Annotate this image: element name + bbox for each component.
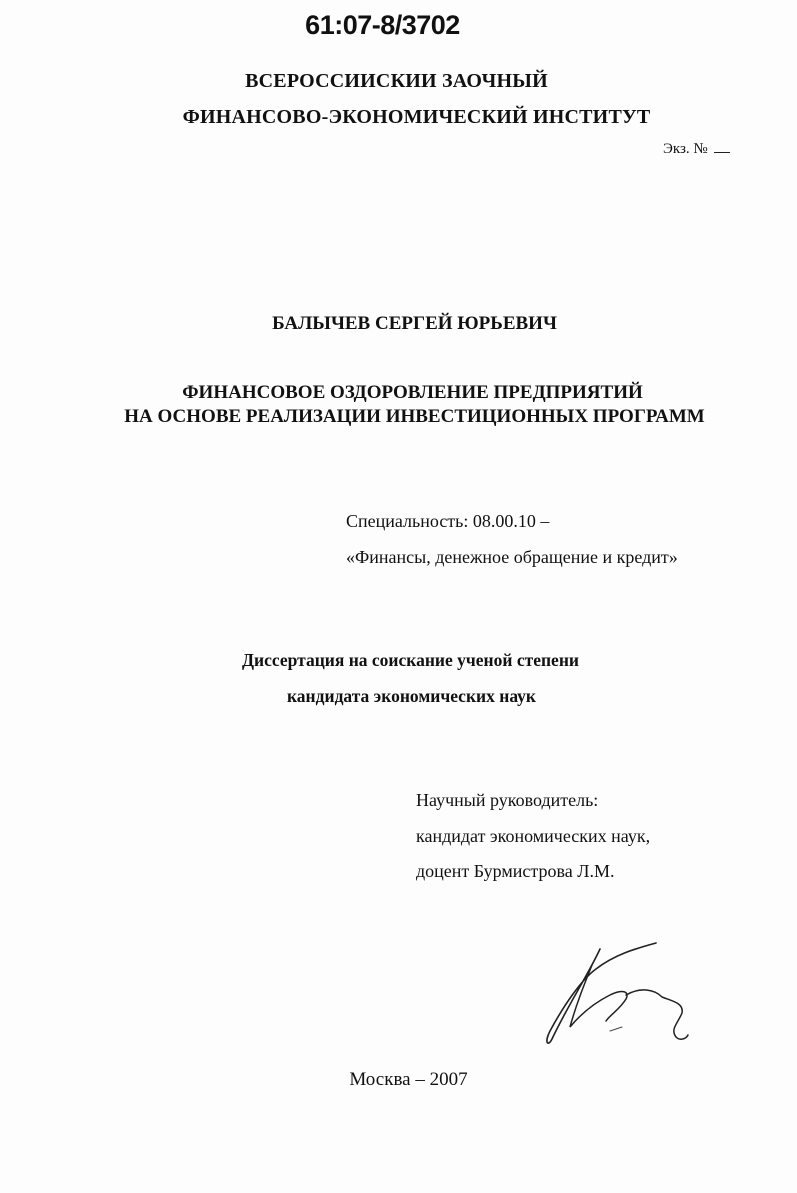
degree-line-2-text: кандидата экономических наук (286, 686, 537, 706)
signature-stroke-loop (570, 965, 627, 1027)
copy-number-blank (714, 152, 730, 153)
degree-line-2 (0, 686, 797, 707)
supervisor-name: доцент Бурмистрова Л.М. (416, 861, 615, 881)
dissertation-title-line-1-text: ФИНАНСОВОЕ ОЗДОРОВЛЕНИЕ ПРЕДПРИЯТИЙ (182, 382, 643, 403)
archive-code (0, 10, 797, 41)
dissertation-title-line-1 (0, 382, 797, 404)
degree-line-1 (0, 650, 797, 671)
city-year-text: Москва – 2007 (349, 1069, 468, 1090)
handwritten-signature (530, 935, 710, 1050)
archive-code-text: 61:07-8/3702 (305, 10, 460, 40)
author-name (0, 313, 797, 335)
supervisor-label: Научный руководитель: (416, 790, 599, 810)
supervisor-degree: кандидат экономических наук, (416, 826, 651, 846)
signature-stroke-dash (610, 1027, 622, 1031)
author-name-text: БАЛЫЧЕВ СЕРГЕЙ ЮРЬЕВИЧ (272, 313, 557, 334)
copy-number (663, 141, 730, 158)
specialty-name: «Финансы, денежное обращение и кредит» (346, 547, 678, 567)
copy-number-label: Экз. № (663, 141, 708, 157)
dissertation-title-line-2 (0, 406, 797, 428)
signature-stroke-tail (626, 990, 688, 1039)
specialty-code: Специальность: 08.00.10 – (346, 511, 550, 531)
institution-line-1 (0, 70, 797, 93)
institution-line-2 (0, 106, 797, 129)
signature-stroke-main (547, 943, 656, 1043)
institution-line-2-text: ФИНАНСОВО-ЭКОНОМИЧЕСКИЙ ИНСТИТУТ (182, 106, 651, 128)
dissertation-title-line-2-text: НА ОСНОВЕ РЕАЛИЗАЦИИ ИНВЕСТИЦИОННЫХ ПРОГРАММ (124, 406, 705, 427)
institution-line-1-text: ВСЕРОССИИСКИИ ЗАОЧНЫЙ (245, 70, 548, 92)
city-year (0, 1069, 797, 1091)
degree-line-1-text: Диссертация на соискание ученой степени (242, 650, 579, 670)
